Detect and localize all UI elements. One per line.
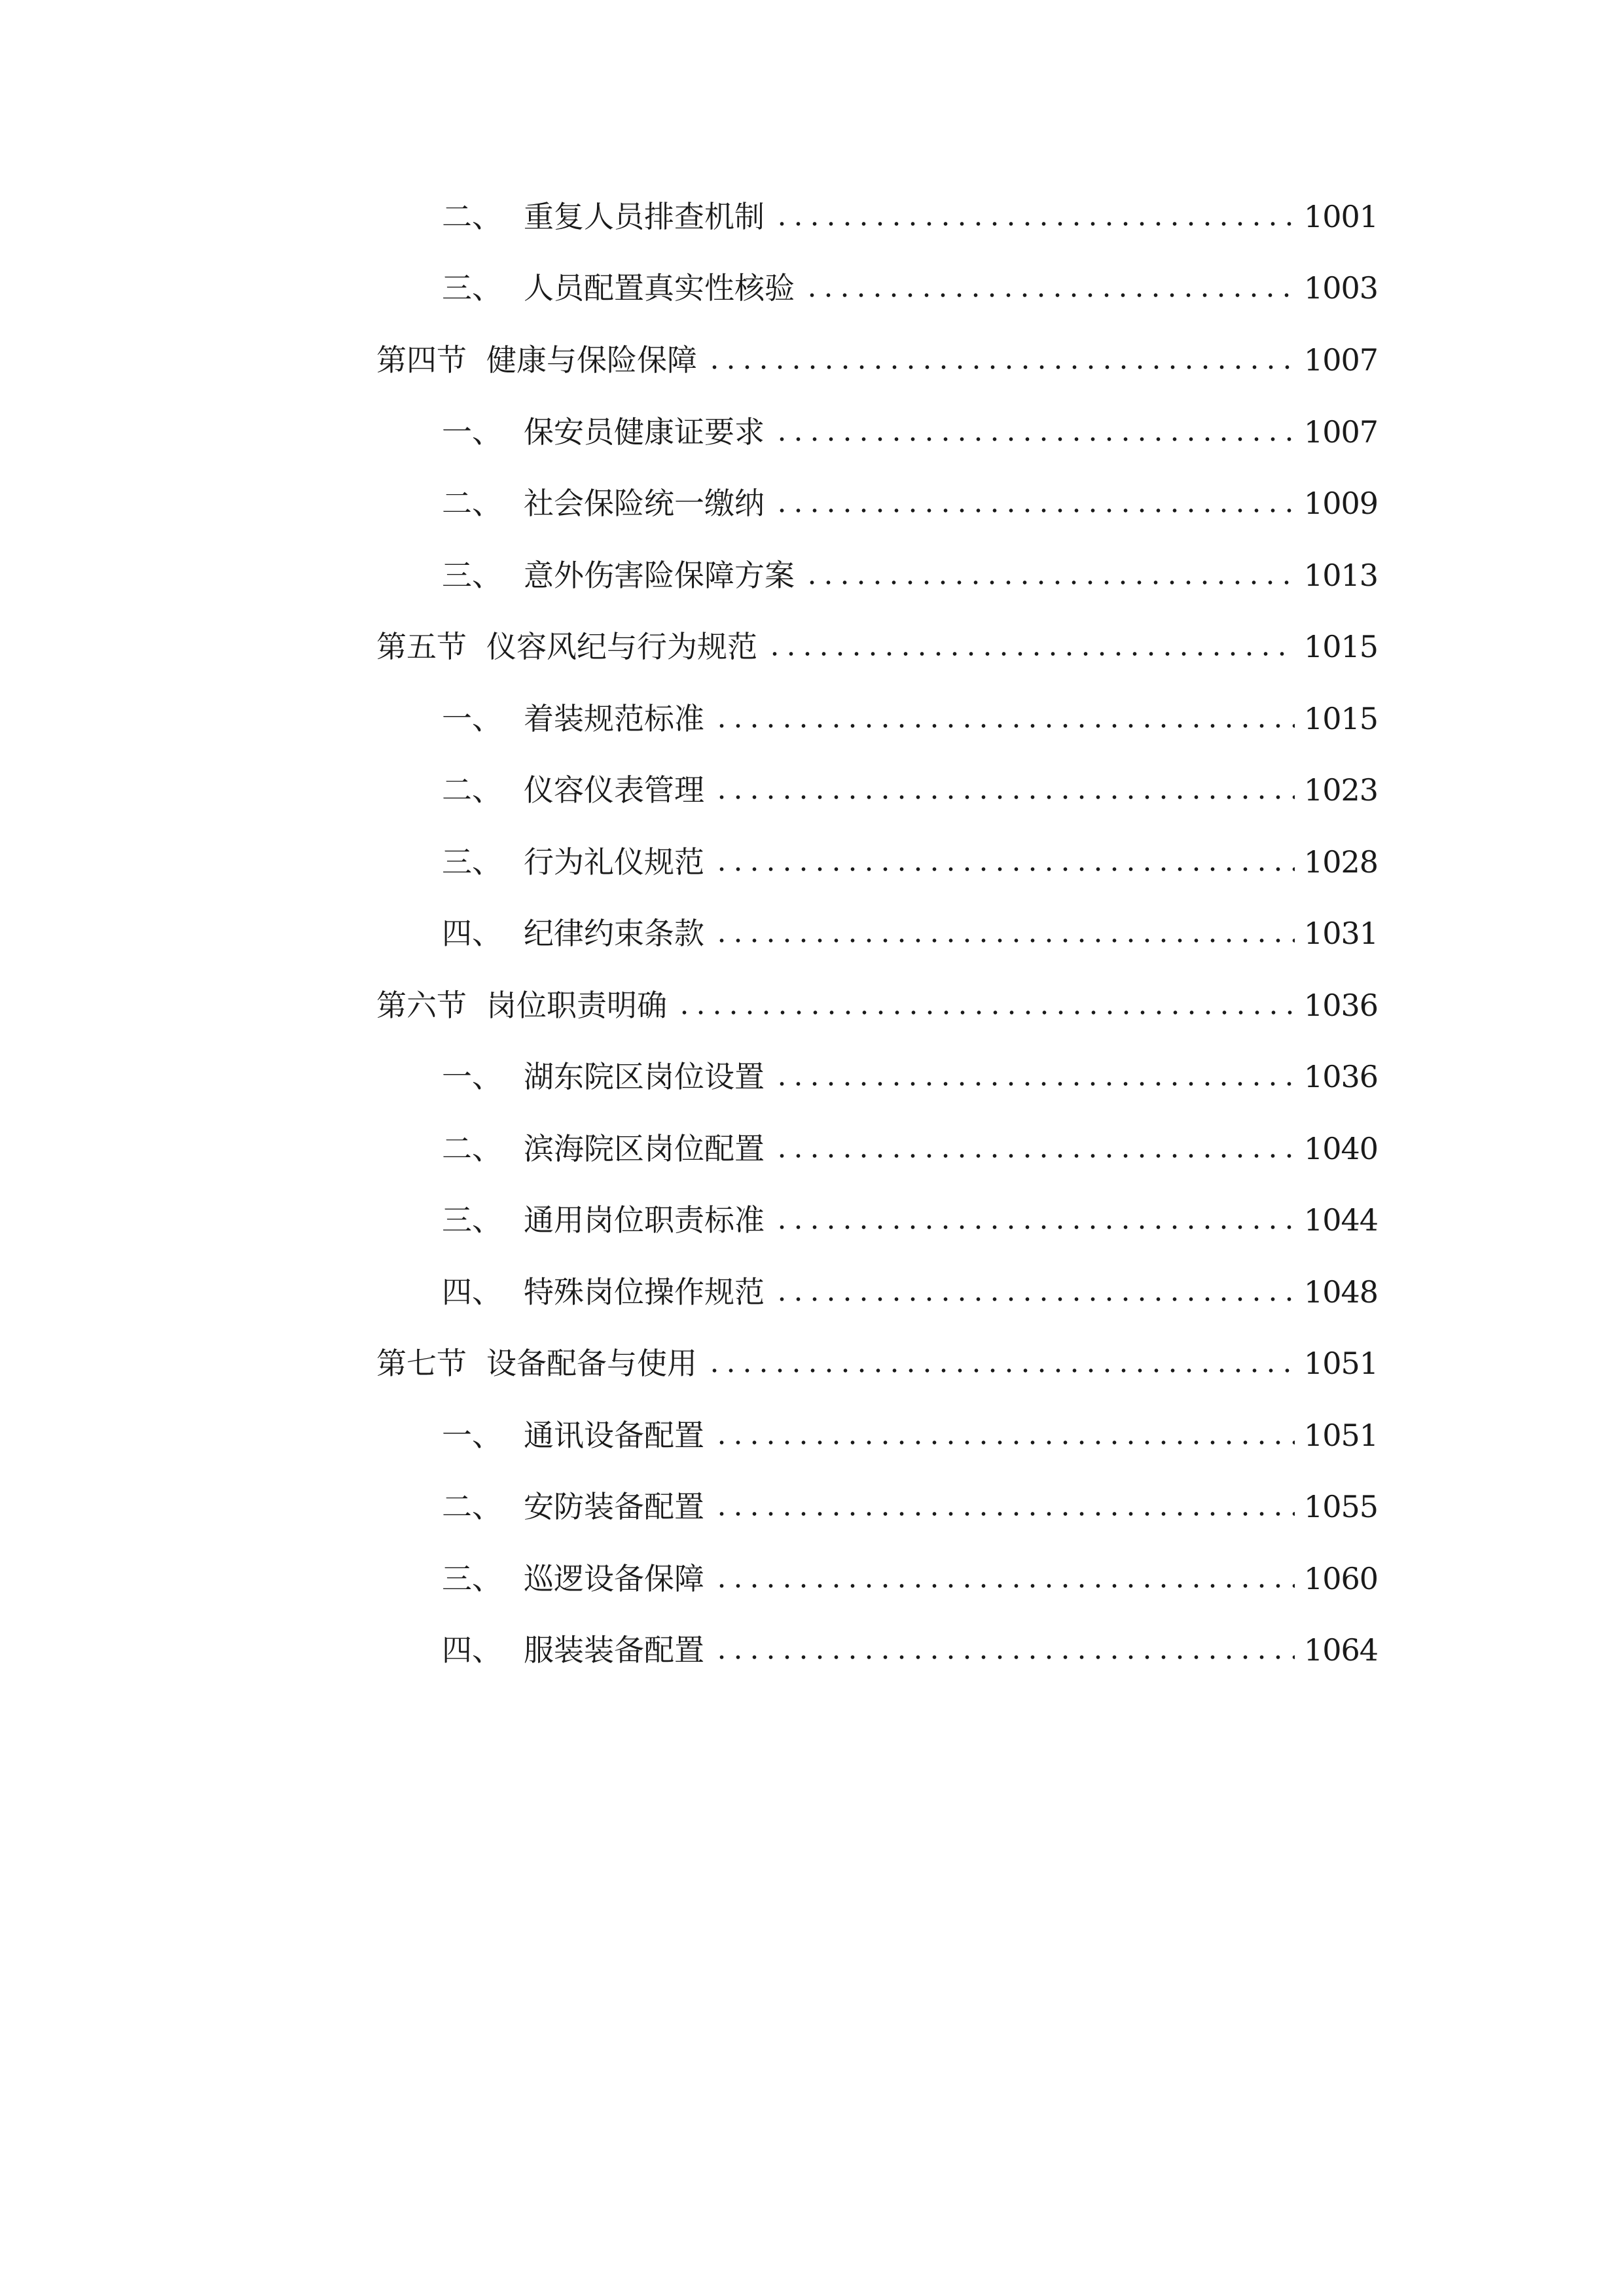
toc-entry[interactable] [442, 1556, 1378, 1602]
toc-entry-number: 四、 [442, 916, 502, 951]
toc-entry[interactable] [442, 767, 1378, 813]
toc-entry-page: 1009 [1303, 486, 1378, 521]
toc-section-entry[interactable] [376, 1340, 1378, 1386]
toc-entry-page: 1031 [1303, 916, 1378, 951]
toc-entry-number: 一、 [442, 1059, 502, 1094]
dot-leader [676, 1010, 1295, 1015]
toc-entry-number: 二、 [442, 772, 502, 808]
toc-entry-page: 1015 [1303, 701, 1378, 736]
dot-leader [713, 867, 1295, 872]
toc-entry-number: 三、 [442, 1561, 502, 1596]
toc-entry-page: 1051 [1303, 1418, 1378, 1453]
dot-leader [706, 365, 1295, 370]
toc-entry-title: 社会保险统一缴纳 [524, 486, 765, 521]
toc-entry-title: 特殊岗位操作规范 [524, 1274, 765, 1310]
toc-entry-title: 巡逻设备保障 [524, 1561, 704, 1596]
toc-section-page: 1051 [1303, 1346, 1378, 1381]
toc-entry-page: 1036 [1303, 1059, 1378, 1094]
dot-leader [774, 437, 1295, 442]
toc-entry-title: 滨海院区岗位配置 [524, 1131, 765, 1166]
toc-entry[interactable] [442, 1054, 1378, 1100]
toc-entry-number: 一、 [442, 414, 502, 450]
toc-section-number: 第七节 [376, 1346, 467, 1381]
dot-leader [713, 1583, 1295, 1588]
dot-leader [804, 580, 1295, 585]
toc-entry[interactable] [442, 1484, 1378, 1530]
dot-leader [804, 293, 1295, 298]
toc-entry[interactable] [442, 839, 1378, 885]
toc-entry-title: 意外伤害险保障方案 [524, 558, 795, 593]
dot-leader [774, 508, 1295, 513]
toc-entry-page: 1001 [1303, 199, 1378, 234]
toc-entry[interactable] [442, 480, 1378, 526]
toc-entry[interactable] [442, 194, 1378, 240]
dot-leader [713, 795, 1295, 800]
dot-leader [774, 1081, 1295, 1086]
toc-entry[interactable] [442, 1627, 1378, 1673]
toc-entry-number: 二、 [442, 486, 502, 521]
toc-entry-page: 1048 [1303, 1274, 1378, 1310]
toc-entry[interactable] [442, 265, 1378, 311]
toc-section-page: 1007 [1303, 342, 1378, 378]
toc-entry[interactable] [442, 1126, 1378, 1172]
toc-section-entry[interactable] [376, 624, 1378, 670]
toc-section-number: 第四节 [376, 342, 467, 378]
toc-entry-number: 一、 [442, 701, 502, 736]
dot-leader [774, 1153, 1295, 1158]
toc-entry[interactable] [442, 1269, 1378, 1315]
toc-entry-number: 三、 [442, 1202, 502, 1238]
toc-entry-title: 安防装备配置 [524, 1489, 704, 1524]
toc-entry-title: 仪容仪表管理 [524, 772, 704, 808]
toc-entry-title: 湖东院区岗位设置 [524, 1059, 765, 1094]
dot-leader [706, 1368, 1295, 1373]
dot-leader [774, 1297, 1295, 1302]
toc-entry-title: 行为礼仪规范 [524, 844, 704, 880]
dot-leader [713, 1655, 1295, 1660]
toc-entry-number: 四、 [442, 1274, 502, 1310]
toc-entry[interactable] [442, 1197, 1378, 1243]
toc-entry-title: 通用岗位职责标准 [524, 1202, 765, 1238]
toc-entry-page: 1003 [1303, 270, 1378, 306]
toc-entry-page: 1044 [1303, 1202, 1378, 1238]
toc-entry-number: 三、 [442, 270, 502, 306]
toc-entry-number: 三、 [442, 558, 502, 593]
toc-section-title: 岗位职责明确 [486, 988, 667, 1023]
toc-entry-number: 三、 [442, 844, 502, 880]
toc-section-number: 第六节 [376, 988, 467, 1023]
toc-section-title: 健康与保险保障 [486, 342, 697, 378]
toc-entry-number: 二、 [442, 1489, 502, 1524]
toc-entry-title: 纪律约束条款 [524, 916, 704, 951]
toc-entry-number: 四、 [442, 1632, 502, 1668]
toc-entry-page: 1060 [1303, 1561, 1378, 1596]
dot-leader [713, 938, 1295, 943]
toc-section-page: 1015 [1303, 629, 1378, 664]
toc-entry-title: 通讯设备配置 [524, 1418, 704, 1453]
toc-entry-number: 二、 [442, 1131, 502, 1166]
toc-section-title: 仪容风纪与行为规范 [486, 629, 757, 664]
toc-entry-page: 1055 [1303, 1489, 1378, 1524]
toc-entry-page: 1028 [1303, 844, 1378, 880]
toc-section-entry[interactable] [376, 982, 1378, 1028]
dot-leader [774, 1225, 1295, 1230]
toc-entry-title: 人员配置真实性核验 [524, 270, 795, 306]
toc-entry-number: 二、 [442, 199, 502, 234]
toc-entry[interactable] [442, 409, 1378, 455]
toc-section-title: 设备配备与使用 [486, 1346, 697, 1381]
toc-entry[interactable] [442, 696, 1378, 742]
dot-leader [774, 221, 1295, 226]
toc-entry-page: 1013 [1303, 558, 1378, 593]
dot-leader [713, 723, 1295, 728]
toc-entry-number: 一、 [442, 1418, 502, 1453]
toc-section-page: 1036 [1303, 988, 1378, 1023]
toc-entry-page: 1064 [1303, 1632, 1378, 1668]
dot-leader [713, 1440, 1295, 1445]
toc-entry[interactable] [442, 552, 1378, 598]
toc-entry-title: 保安员健康证要求 [524, 414, 765, 450]
toc-entry-page: 1023 [1303, 772, 1378, 808]
dot-leader [767, 651, 1295, 656]
toc-entry[interactable] [442, 910, 1378, 956]
toc-entry-title: 着装规范标准 [524, 701, 704, 736]
toc-entry[interactable] [442, 1412, 1378, 1458]
toc-section-number: 第五节 [376, 629, 467, 664]
toc-section-entry[interactable] [376, 337, 1378, 383]
toc-entry-title: 服装装备配置 [524, 1632, 704, 1668]
dot-leader [713, 1511, 1295, 1516]
toc-entry-title: 重复人员排查机制 [524, 199, 765, 234]
toc-entry-page: 1040 [1303, 1131, 1378, 1166]
toc-entry-page: 1007 [1303, 414, 1378, 450]
